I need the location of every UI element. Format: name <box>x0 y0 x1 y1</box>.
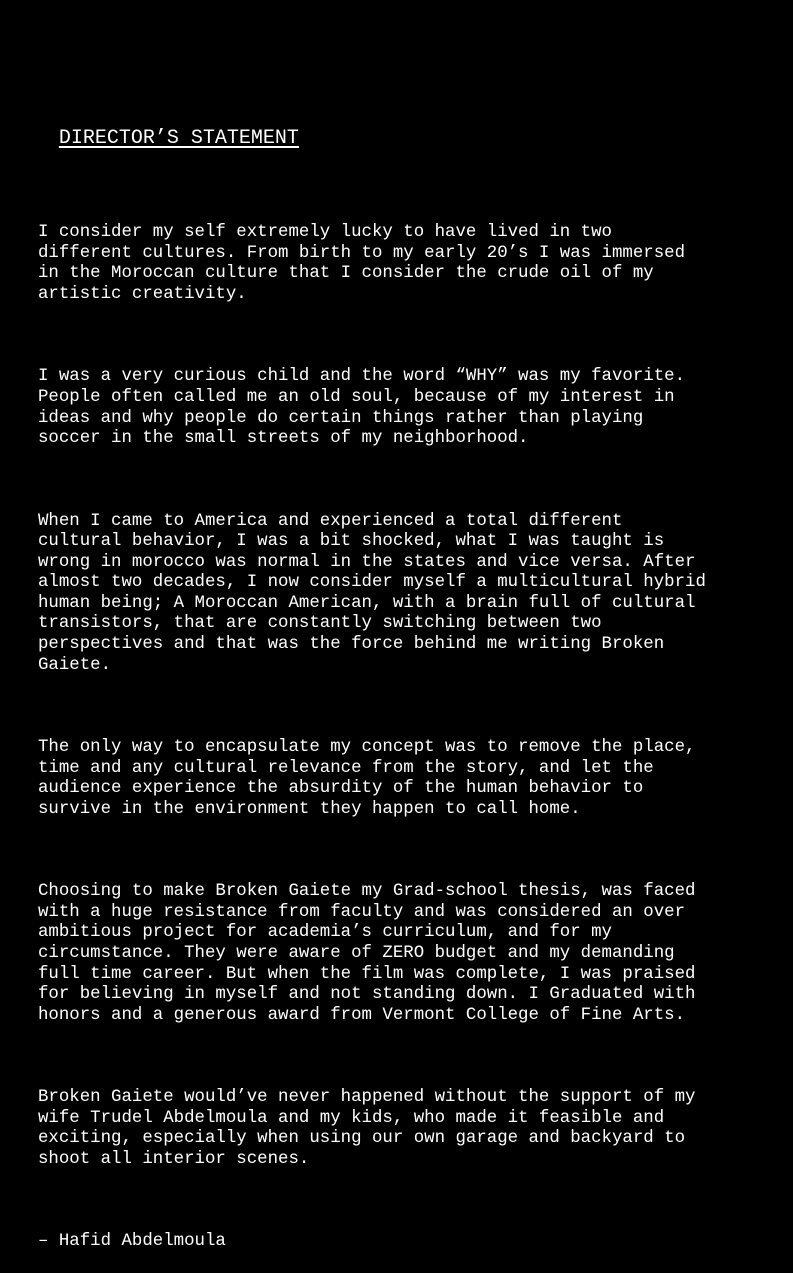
page-title: DIRECTOR’S STATEMENT <box>58 126 299 150</box>
paragraph-america: When I came to America and experienced a total different cultural behavior, I was a bit shocked, what I was taught is wrong in morocco was normal in the states and vice versa. After almost two decades, I now consider myself a multicultural hybrid human being; A Moroccan American, with a brain full of cultural transistors, that are constantly switching between two perspectives and that was the force behind me writing Broken Gaiete. <box>38 511 706 675</box>
signature: – Hafid Abdelmoula <box>38 1232 226 1252</box>
paragraph-curious-child: I was a very curious child and the word “WHY” was my favorite. People often called me an old soul, because of my interest in ideas and why people do certain things rather than playing soccer in the small streets of my neighborhood. <box>38 367 686 449</box>
paragraph-support: Broken Gaiete would’ve never happened without the support of my wife Trudel Abdelmoula and my kids, who made it feasible and exciting, especially when using our own garage and backyard to shoot all interior scenes. <box>38 1088 696 1169</box>
paragraph-cultures: I consider my self extremely lucky to have lived in two different cultures. From birth to my early 20’s I was immersed in the Moroccan culture that I consider the crude oil of my artistic creativity. <box>38 223 686 304</box>
paragraph-concept: The only way to encapsulate my concept was to remove the place, time and any cultural relevance from the story, and let the audience experience the absurdity of the human behavior to survive in the environment they happen to call home. <box>38 738 696 819</box>
paragraph-thesis: Choosing to make Broken Gaiete my Grad-school thesis, was faced with a huge resistance from faculty and was considered an over ambitious project for academia’s curriculum, and for my circumstance. They were aware of ZERO budget and my demanding full time career. But when the film was complete, I was praised for believing in myself and not standing down. I Graduated with honors and a generous award from Vermont College of Fine Arts. <box>38 882 696 1025</box>
directors-statement-document <box>38 106 778 1273</box>
